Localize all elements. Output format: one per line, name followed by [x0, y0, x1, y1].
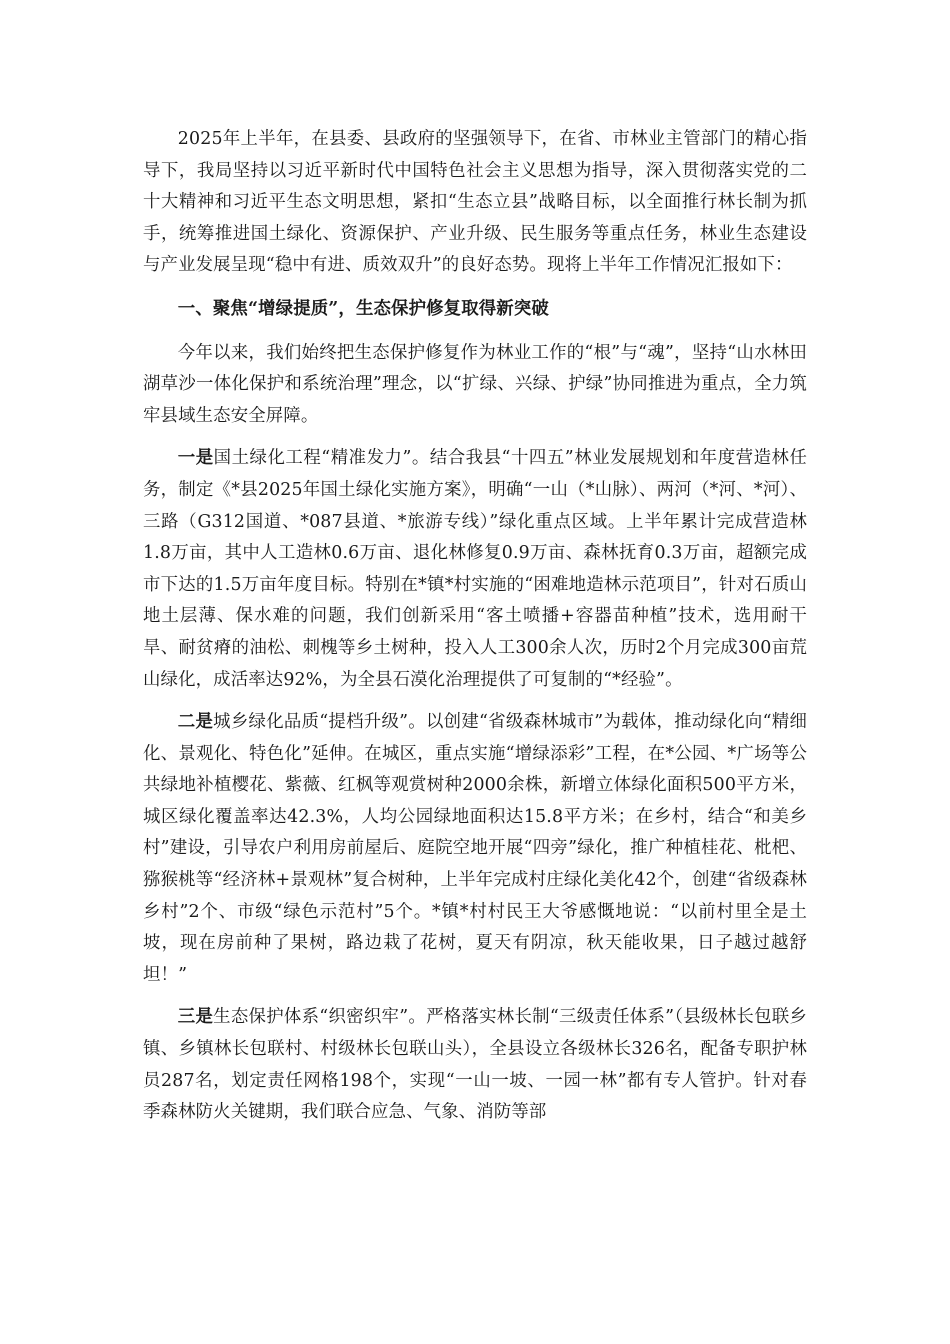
- item-text-3: 生态保护体系“织密织牢”。严格落实林长制“三级责任体系”（县级林长包联乡镇、乡镇林长包联村、村级林长包联山头），全县设立各级林长326名，配备专职护林员287名，划定责任网格198个，实现“一山一坡、一园一林”都有专人管护。针对春季森林防火关键期，我们联合应急、气象、消防等部: [143, 1007, 807, 1123]
- item-paragraph-2: [143, 707, 807, 991]
- intro-paragraph: 2025年上半年，在县委、县政府的坚强领导下，在省、市林业主管部门的精心指导下，我局坚持以习近平新时代中国特色社会主义思想为指导，深入贯彻落实党的二十大精神和习近平生态文明思想，紧扣“生态立县”战略目标，以全面推行林长制为抓手，统筹推进国土绿化、资源保护、产业升级、民生服务等重点任务，林业生态建设与产业发展呈现“稳中有进、质效双升”的良好态势。现将上半年工作情况汇报如下：: [143, 129, 807, 276]
- item-lead-2: 二是: [177, 712, 214, 733]
- section-heading: 一、聚焦“增绿提质”，生态保护修复取得新突破: [177, 298, 549, 319]
- item-paragraph-1: [143, 443, 807, 696]
- item-lead-3: 三是: [177, 1007, 214, 1028]
- section-overview-paragraph: 今年以来，我们始终把生态保护修复作为林业工作的“根”与“魂”，坚持“山水林田湖草沙一体化保护和系统治理”理念，以“扩绿、兴绿、护绿”协同推进为重点，全力筑牢县域生态安全屏障。: [143, 342, 807, 426]
- document-page: [143, 124, 807, 1129]
- item-text-1: 国土绿化工程“精准发力”。结合我县“十四五”林业发展规划和年度营造林任务，制定《*县2025年国土绿化实施方案》，明确“一山（*山脉）、两河（*河、*河）、三路（G312国道、*087县道、*旅游专线）”绿化重点区域。上半年累计完成营造林1.8万亩，其中人工造林0.6万亩、退化林修复0.9万亩、森林抚育0.3万亩，超额完成市下达的1.5万亩年度目标。特别在*镇*村实施的“困难地造林示范项目”，针对石质山地土层薄、保水难的问题，我们创新采用“客土喷播+容器苗种植”技术，选用耐干旱、耐贫瘠的油松、刺槐等乡土树种，投入人工300余人次，历时2个月完成300亩荒山绿化，成活率达92%，为全县石漠化治理提供了可复制的“*经验”。: [143, 448, 807, 690]
- item-lead-1: 一是: [177, 448, 214, 469]
- item-paragraph-3: [143, 1002, 807, 1128]
- item-text-2: 城乡绿化品质“提档升级”。以创建“省级森林城市”为载体，推动绿化向“精细化、景观化、特色化”延伸。在城区，重点实施“增绿添彩”工程，在*公园、*广场等公共绿地补植樱花、紫薇、红枫等观赏树种2000余株，新增立体绿化面积500平方米，城区绿化覆盖率达42.3%，人均公园绿地面积达15.8平方米；在乡村，结合“和美乡村”建设，引导农户利用房前屋后、庭院空地开展“四旁”绿化，推广种植桂花、枇杷、猕猴桃等“经济林+景观林”复合树种，上半年完成村庄绿化美化42个，创建“省级森林乡村”2个、市级“绿色示范村”5个。*镇*村村民王大爷感慨地说：“以前村里全是土坡，现在房前种了果树，路边栽了花树，夏天有阴凉，秋天能收果，日子越过越舒坦！”: [143, 712, 807, 985]
